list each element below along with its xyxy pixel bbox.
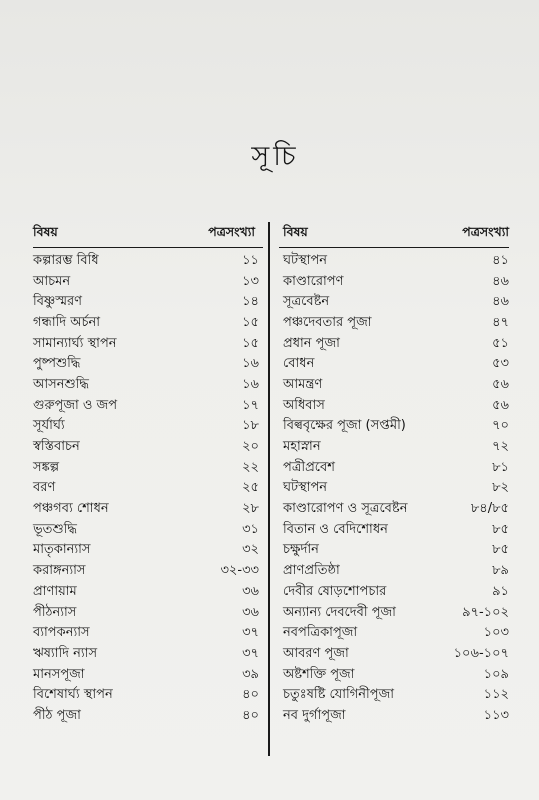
toc-entry (279, 644, 509, 665)
toc-entry (33, 272, 263, 293)
toc-entry-topic: নব দুর্গাপূজা (283, 707, 346, 723)
toc-entry-topic: পুষ্পশুদ্ধি (33, 356, 81, 372)
toc-entry (33, 437, 263, 458)
toc-entry-topic: প্রাণায়াম (33, 583, 77, 599)
toc-entry-page: ৪৬ (492, 294, 509, 310)
toc-entry-page: ৪৭ (492, 314, 509, 330)
toc-entry (33, 603, 263, 624)
toc-entry-topic: বিল্ববৃক্ষের পূজা (সপ্তমী) (283, 418, 406, 434)
page-title: সূচি (251, 141, 300, 172)
toc-entry-page: ৩৭ (242, 645, 259, 661)
toc-entry-topic: পঞ্চগব্য শোধন (33, 501, 109, 517)
toc-entry-topic: পঞ্চদেবতার পূজা (283, 314, 372, 330)
toc-entry-topic: ব্যাপকন্যাস (33, 625, 90, 641)
toc-entry-page: ৮৫ (492, 521, 509, 537)
toc-entry-topic: বিশেষার্ঘ্য স্থাপন (33, 687, 113, 703)
toc-entry (279, 499, 509, 520)
toc-entry (279, 313, 509, 334)
toc-entry-page: ৮১ (492, 459, 509, 475)
toc-entry-page: ৪১ (492, 252, 509, 268)
toc-entry-topic: কল্পারম্ভ বিধি (33, 252, 99, 268)
header-page-label: পত্রসংখ্যা (208, 224, 255, 239)
toc-entry-page: ১৬ (242, 356, 259, 372)
toc-entry-page: ৫৩ (492, 356, 509, 372)
toc-entry (279, 623, 509, 644)
toc-entry (279, 417, 509, 438)
toc-entry (33, 396, 263, 417)
toc-entry-topic: আমন্ত্রণ (283, 376, 323, 392)
toc-entry-page: ৩১ (242, 521, 259, 537)
toc-entry (33, 251, 263, 272)
toc-entry-topic: অন্যান্য দেবদেবী পূজা (283, 604, 396, 620)
toc-column-right (279, 224, 509, 758)
toc-entry (279, 272, 509, 293)
toc-entry-topic: সূত্রবেষ্টন (283, 294, 330, 310)
toc-entry (279, 479, 509, 500)
toc-entry-page: ২৫ (242, 480, 259, 496)
toc-entry (279, 685, 509, 706)
toc-entry-page: ১৪ (242, 294, 259, 310)
toc-entry-page: ৫৬ (492, 376, 509, 392)
toc-entry (33, 541, 263, 562)
toc-entry-topic: কাণ্ডারোপণ (283, 273, 344, 289)
toc-entry-topic: নবপত্রিকাপূজা (283, 625, 358, 641)
toc-entry-page: ৪০ (242, 707, 259, 723)
toc-entries-left (33, 251, 263, 727)
toc-entry-topic: অধিবাস (283, 397, 325, 413)
toc-entry-topic: চতুঃষষ্টি যোগিনীপূজা (283, 687, 394, 703)
toc-entry-topic: মহাস্নান (283, 439, 321, 455)
toc-entry (279, 354, 509, 375)
toc-entry (33, 375, 263, 396)
toc-entry (33, 582, 263, 603)
toc-entry-topic: আসনশুদ্ধি (33, 376, 89, 392)
toc-entry-page: ১০৩ (483, 625, 509, 641)
toc-entry (33, 499, 263, 520)
toc-entry (33, 313, 263, 334)
toc-entry-page: ১৩ (242, 273, 259, 289)
toc-entry-page: ১৬ (242, 376, 259, 392)
toc-entry-page: ১১৩ (483, 707, 509, 723)
toc-entry (279, 458, 509, 479)
toc-entry-topic: গুরুপূজা ও জপ (33, 397, 118, 413)
toc-entry (33, 479, 263, 500)
toc-header-right (279, 224, 509, 248)
toc-entry-page: ১০৬-১০৭ (453, 645, 509, 661)
toc-entry-topic: কাণ্ডারোপণ ও সূত্রবেষ্টন (283, 501, 408, 517)
toc-entry-topic: আচমন (33, 273, 71, 289)
toc-entry-page: ১০৯ (483, 666, 509, 682)
toc-entry (279, 665, 509, 686)
toc-entry-topic: ভূতশুদ্ধি (33, 521, 77, 537)
toc-entry-page: ৭২ (492, 439, 509, 455)
toc-entry (33, 354, 263, 375)
toc-entry-page: ৮৪/৮৫ (470, 501, 509, 517)
toc-entry-page: ৫৬ (492, 397, 509, 413)
toc-entry (279, 334, 509, 355)
toc-entry (33, 458, 263, 479)
toc-entry-topic: সঙ্কল্প (33, 459, 59, 475)
toc-entry-topic: পীঠ পূজা (33, 707, 81, 723)
toc-entry-page: ৮৯ (492, 563, 509, 579)
toc-entry-page: ৪০ (242, 687, 259, 703)
toc-entry (33, 292, 263, 313)
header-topic-label: বিষয় (283, 224, 308, 239)
toc-entry-page: ৩৬ (242, 604, 259, 620)
toc-entry-page: ৩৯ (242, 666, 259, 682)
toc-entry-topic: অষ্টশক্তি পূজা (283, 666, 355, 682)
toc-entry (279, 437, 509, 458)
toc-entry (33, 665, 263, 686)
toc-entry-page: ৫১ (492, 335, 509, 351)
toc-entry (33, 417, 263, 438)
toc-entry (279, 375, 509, 396)
toc-header-left (33, 224, 263, 248)
toc-entry (33, 561, 263, 582)
toc-entry-topic: মাতৃকান্যাস (33, 542, 91, 558)
toc-entry-topic: ঘটস্থাপন (283, 252, 328, 268)
toc-entry-topic: বিতান ও বেদিশোধন (283, 521, 388, 537)
toc-entry-page: ১৫ (242, 314, 259, 330)
toc-entry-topic: ঋষ্যাদি ন্যাস (33, 645, 98, 661)
toc-entry-topic: বোধন (283, 356, 315, 372)
toc-entry (279, 292, 509, 313)
toc-entry-page: ১১২ (483, 687, 509, 703)
toc-entry-page: ৩২-৩৩ (220, 563, 259, 579)
toc-entry-topic: গন্ধাদি অর্চনা (33, 314, 101, 330)
toc-entry-topic: প্রধান পূজা (283, 335, 340, 351)
toc-entry-page: ৯১ (492, 583, 509, 599)
toc-entry-page: ১৮ (242, 418, 259, 434)
toc-entry-topic: স্বস্তিবাচন (33, 439, 80, 455)
toc-entry-topic: বরণ (33, 480, 56, 496)
toc-entry-page: ৪৬ (492, 273, 509, 289)
column-divider (268, 222, 270, 756)
toc-entry-page: ৮৫ (492, 542, 509, 558)
toc-entry-topic: প্রাণপ্রতিষ্ঠা (283, 563, 340, 579)
toc-entry (279, 520, 509, 541)
toc-entry-page: ৯৭-১০২ (462, 604, 509, 620)
toc-entry-topic: পীঠন্যাস (33, 604, 77, 620)
toc-entry-topic: আবরণ পূজা (283, 645, 349, 661)
toc-entry-page: ২০ (242, 439, 259, 455)
toc-entry (33, 644, 263, 665)
toc-entry-topic: ঘটস্থাপন (283, 480, 328, 496)
toc-entry-topic: সূর্যার্ঘ্য (33, 418, 65, 434)
toc-column-left (33, 224, 263, 758)
toc-entries-right (279, 251, 509, 727)
toc-entry-page: ৮২ (492, 480, 509, 496)
toc-entry (279, 603, 509, 624)
toc-entry-topic: মানসপূজা (33, 666, 85, 682)
toc-entry-page: ১৫ (242, 335, 259, 351)
toc-entry-topic: চক্ষুর্দান (283, 542, 319, 558)
toc-entry-page: ১১ (242, 252, 259, 268)
toc-entry (33, 334, 263, 355)
toc-entry-topic: সামান্যার্ঘ্য স্থাপন (33, 335, 117, 351)
toc-entry (33, 520, 263, 541)
toc-entry (279, 251, 509, 272)
toc-entry-page: ৩২ (242, 542, 259, 558)
toc-entry-page: ৩৭ (242, 625, 259, 641)
toc-entry (279, 561, 509, 582)
header-topic-label: বিষয় (33, 224, 58, 239)
toc-entry-page: ১৭ (242, 397, 259, 413)
header-page-label: পত্রসংখ্যা (462, 224, 509, 239)
toc-entry (279, 396, 509, 417)
toc-entry-topic: করাঙ্গন্যাস (33, 563, 86, 579)
toc-entry (279, 706, 509, 727)
toc-entry (33, 623, 263, 644)
toc-entry (33, 685, 263, 706)
toc-entry-page: ২২ (242, 459, 259, 475)
toc-entry-topic: দেবীর ষোড়শোপচার (283, 583, 387, 599)
toc-entry (279, 541, 509, 562)
toc-entry-topic: পত্রীপ্রবেশ (283, 459, 335, 475)
toc-entry (33, 706, 263, 727)
toc-entry (279, 582, 509, 603)
toc-entry-page: ৭০ (492, 418, 509, 434)
toc-entry-topic: বিষ্ণুস্মরণ (33, 294, 83, 310)
toc-entry-page: ২৮ (242, 501, 259, 517)
toc-entry-page: ৩৬ (242, 583, 259, 599)
